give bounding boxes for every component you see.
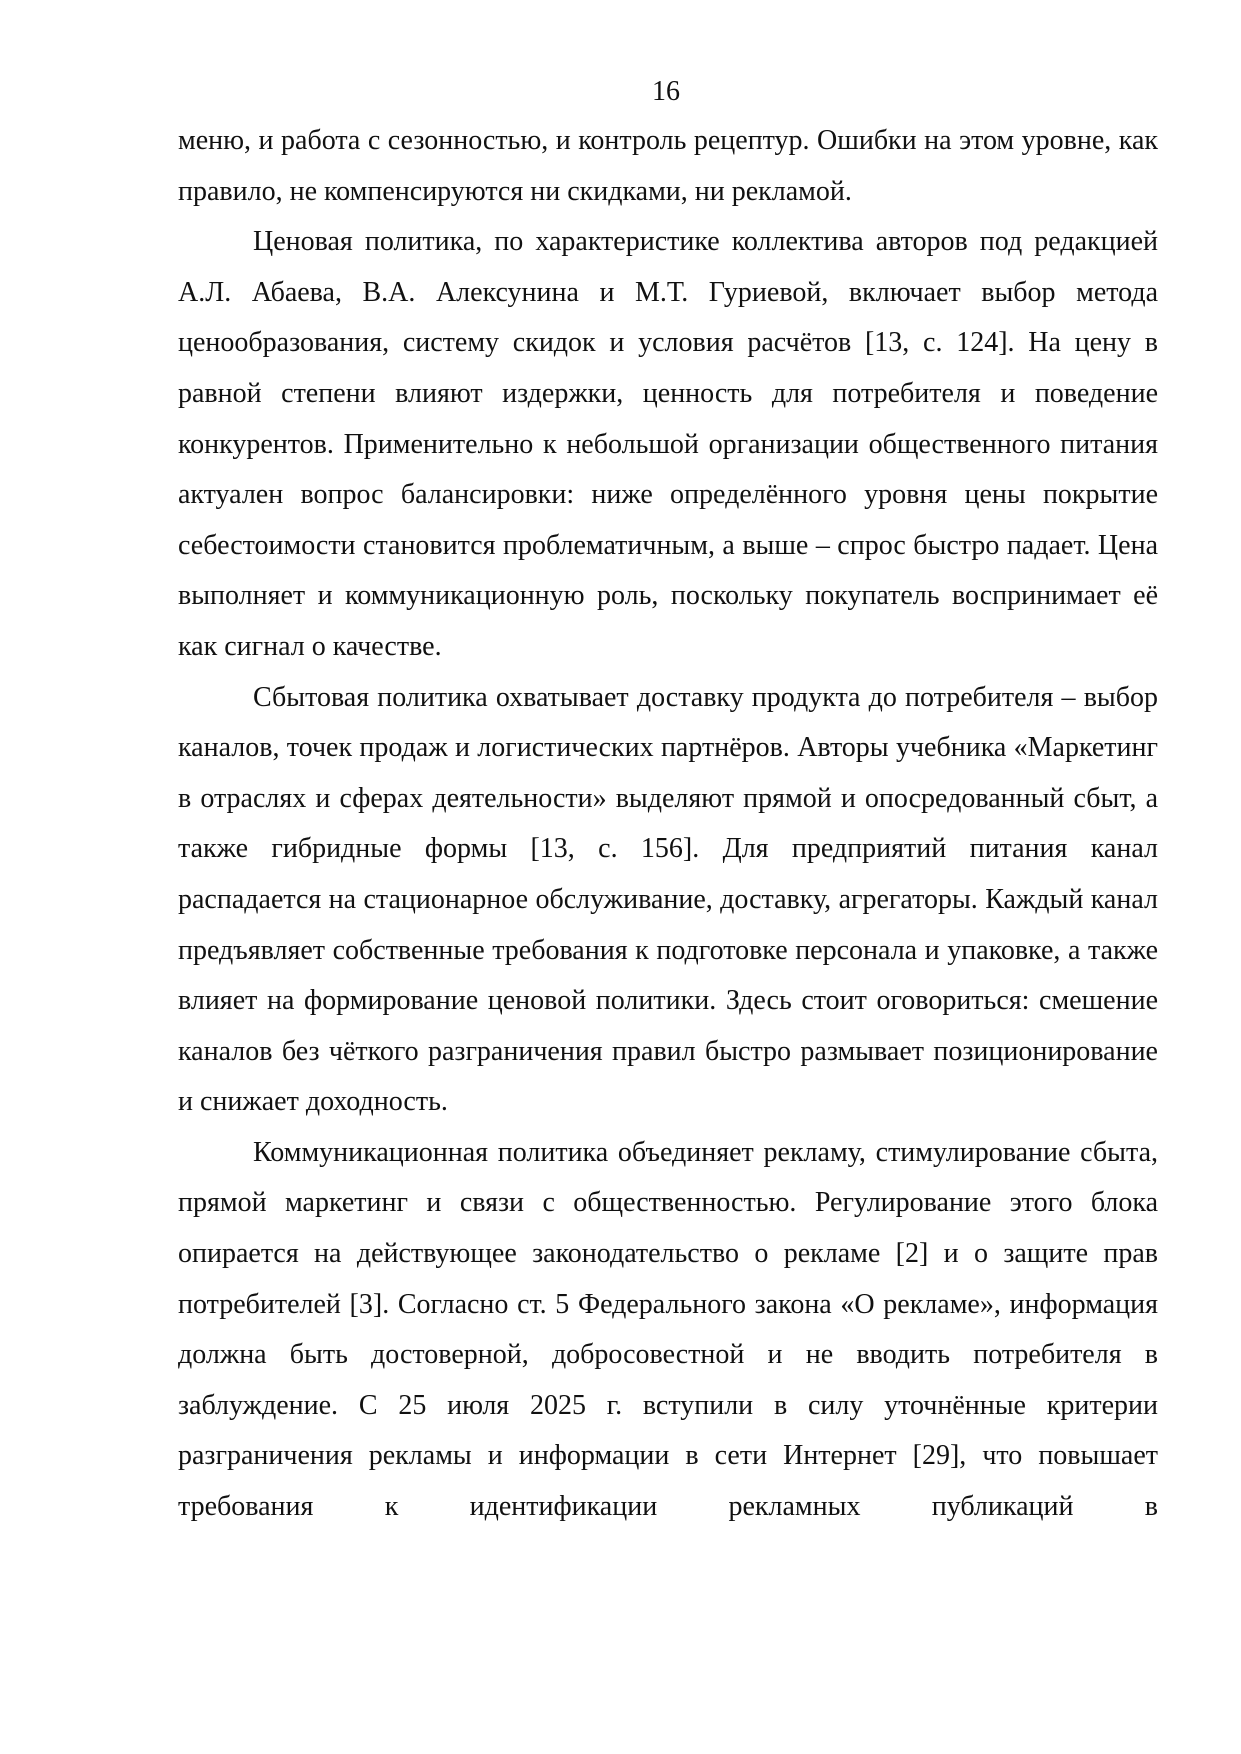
- paragraph-pricing-policy: Ценовая политика, по характеристике коллектива авторов под редакцией А.Л. Абаева, В.А. Алексунина и М.Т. Гуриевой, включает выбор метода ценообразования, систему скидок и условия расчётов [13, с. 124]. На цену в равной степени влияют издержки, ценность для потребителя и поведение конкурентов. Применительно к небольшой организации общественного питания актуален вопрос балансировки: ниже определённого уровня цены покрытие себестоимости становится проблематичным, а выше – спрос быстро падает. Цена выполняет и коммуникационную роль, поскольку покупатель воспринимает её как сигнал о качестве.: [178, 226, 1158, 662]
- paragraph-communication-policy: Коммуникационная политика объединяет рекламу, стимулирование сбыта, прямой маркетинг и связи с общественностью. Регулирование этого блока опирается на действующее законодательство о рекламе [2] и о защите прав потребителей [3]. Согласно ст. 5 Федерального закона «О рекламе», информация должна быть достоверной, добросовестной и не вводить потребителя в заблуждение. С 25 июля 2025 г. вступили в силу уточнённые критерии разграничения рекламы и информации в сети Интернет [29], что повышает требования к идентификации рекламных публикаций в: [178, 1136, 1158, 1523]
- paragraph-continuation: меню, и работа с сезонностью, и контроль рецептур. Ошибки на этом уровне, как правило, не компенсируются ни скидками, ни рекламой.: [178, 125, 1158, 207]
- paragraph-distribution-policy: Сбытовая политика охватывает доставку продукта до потребителя – выбор каналов, точек продаж и логистических партнёров. Авторы учебника «Маркетинг в отраслях и сферах деятельности» выделяют прямой и опосредованный сбыт, а также гибридные формы [13, с. 156]. Для предприятий питания канал распадается на стационарное обслуживание, доставку, агрегаторы. Каждый канал предъявляет собственные требования к подготовке персонала и упаковке, а также влияет на формирование ценовой политики. Здесь стоит оговориться: смешение каналов без чёткого разграничения правил быстро размывает позиционирование и снижает доходность.: [178, 681, 1158, 1118]
- page-number: 16: [652, 76, 680, 107]
- page-body: [178, 116, 1158, 1533]
